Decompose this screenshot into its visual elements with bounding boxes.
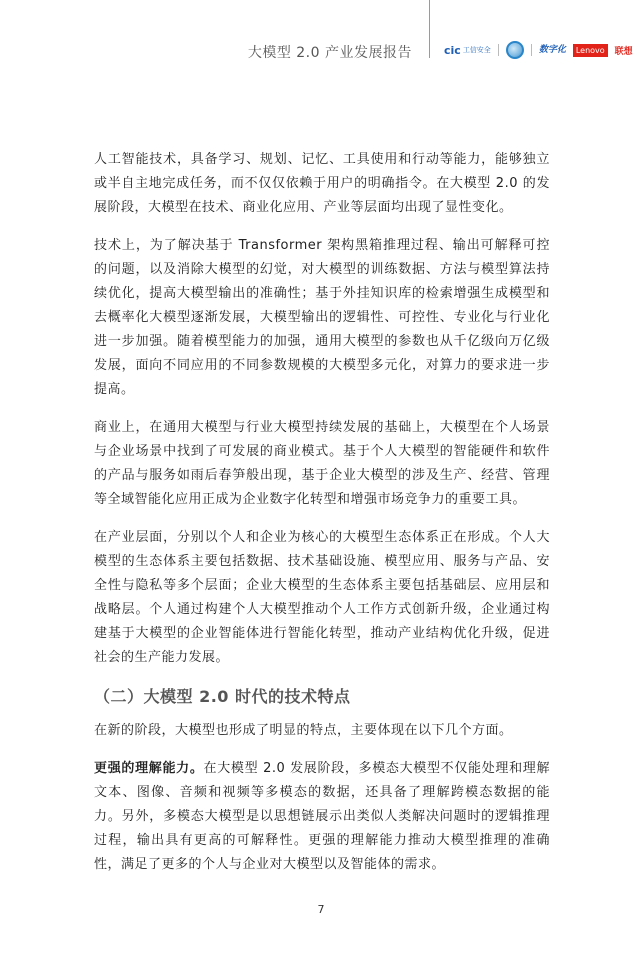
section-intro: 在新的阶段，大模型也形成了明显的特点，主要体现在以下几个方面。 [94,723,513,738]
page-number: 7 [317,903,325,916]
report-title: 大模型 2.0 产业发展报告 [247,45,412,61]
paragraph: 在产业层面，分别以个人和企业为核心的大模型生态体系正在形成。个人大模型的生态体系主要包括数据、技术基础设施、模型应用、服务与产品、安全性与隐私等多个层面；企业大模型的生态体系主要包括基础层、应用层和战略层。个人通过构建个人大模型推动个人工作方式创新升级，企业通过构建基于大模型的企业智能体进行智能化转型，推动产业结构优化升级，促进社会的生产能力发展。 [94,530,550,665]
cic-logo-text: cic [444,43,461,57]
paragraph: 商业上，在通用大模型与行业大模型持续发展的基础上，大模型在个人场景与企业场景中找到了可发展的商业模式。基于个人大模型的智能硬件和软件的产品与服务如雨后春笋般出现，基于企业大模型的涉及生产、经营、管理等全域智能化应用正成为企业数字化转型和增强市场竞争力的重要工具。 [94,420,550,507]
feature-title: 更强的理解能力。 [94,761,204,776]
partner-logos [444,40,633,60]
lenovo-cn-logo: 联想 [614,46,633,57]
partner-logo: 数字化 [538,44,566,55]
logo-separator [531,44,532,56]
feature-body: 在大模型 2.0 发展阶段，多模态大模型不仅能处理和理解文本、图像、音频和视频等多模态的数据，还具备了理解跨模态数据的能力。另外，多模态大模型是以思想链展示出类似人类解决问题时的逻辑推理过程，输出具有更高的可解释性。更强的理解能力推动大模型推理的准确性，满足了更多的个人与企业对大模型以及智能体的需求。 [94,761,550,872]
cic-logo-subtext: 工信安全 [462,46,491,54]
paragraph: 技术上，为了解决基于 Transformer 架构黑箱推理过程、输出可解释可控的问题，以及消除大模型的幻觉，对大模型的训练数据、方法与模型算法持续优化，提高大模型输出的准确性；基于外挂知识库的检索增强生成模型和去概率化大模型逐渐发展，大模型输出的逻辑性、可控性、专业化与行业化进一步加强。随着模型能力的加强，通用大模型的参数也从千亿级向万亿级发展，面向不同应用的不同参数规模的大模型多元化，对算力的要求进一步提高。 [94,238,550,397]
header-divider [429,0,430,58]
lenovo-logo: Lenovo [573,44,608,57]
section-heading: （二）大模型 2.0 时代的技术特点 [94,687,351,706]
cic-logo [444,44,491,57]
main-content [94,148,550,891]
logo-separator [498,44,499,56]
paragraph: 人工智能技术，具备学习、规划、记忆、工具使用和行动等能力，能够独立或半自主地完成任务，而不仅仅依赖于用户的明确指令。在大模型 2.0 的发展阶段，大模型在技术、商业化应用、产业等层面均出现了显性变化。 [94,152,550,215]
globe-logo-icon [506,41,524,59]
feature-paragraph [94,757,550,877]
